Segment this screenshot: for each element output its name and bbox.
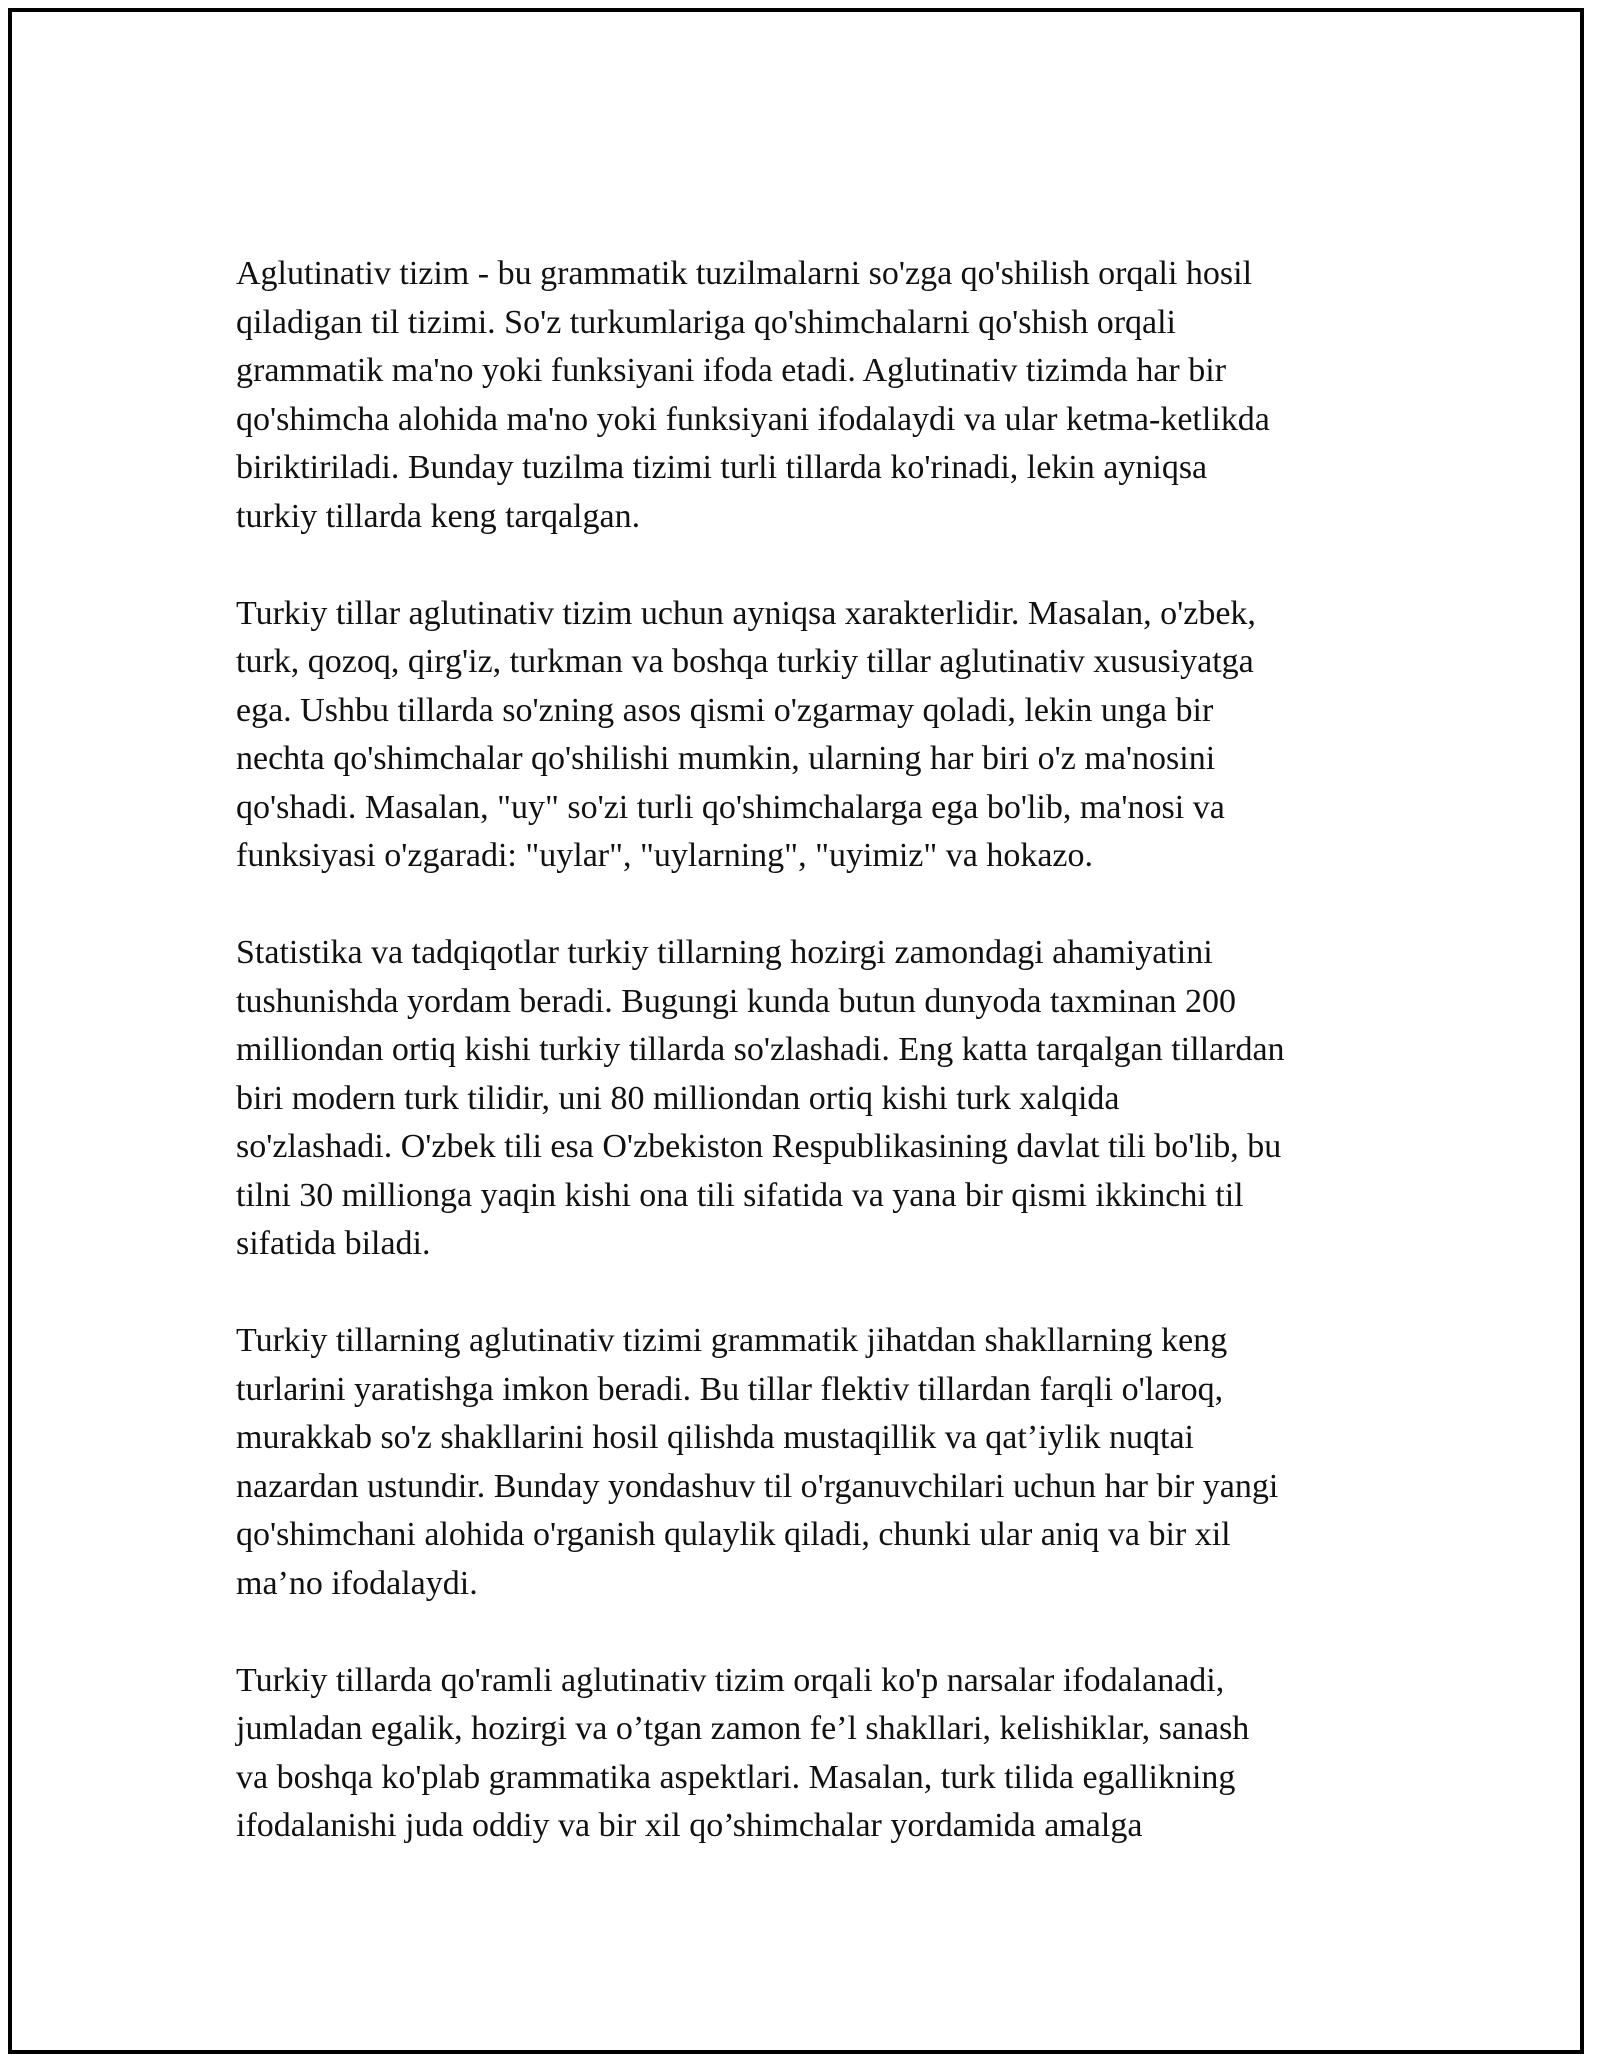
text-line: nechta qo'shimchalar qo'shilishi mumkin, ularning har biri o'z ma'nosini: [236, 740, 1216, 777]
text-line: turlarini yaratishga imkon beradi. Bu tillar flektiv tillardan farqli o'laroq,: [236, 1370, 1224, 1408]
text-line: murakkab so'z shakllarini hosil qilishda mustaqillik va qat’iylik nuqtai: [236, 1419, 1194, 1456]
text-line: qiladigan til tizimi. So'z turkumlariga qo'shimchalarni qo'shish orqali: [236, 303, 1176, 341]
text-line: funksiyasi o'zgaradi: "uylar", "uylarning", "uyimiz" va hokazo.: [236, 837, 1094, 874]
text-line: qo'shimchani alohida o'rganish qulaylik qiladi, chunki ular aniq va bir xil: [236, 1516, 1231, 1553]
text-line: milliondan ortiq kishi turkiy tillarda so'zlashadi. Eng katta tarqalgan tillardan: [236, 1031, 1285, 1068]
paragraph-4: [236, 1317, 1386, 1608]
text-line: Aglutinativ tizim - bu grammatik tuzilmalarni so'zga qo'shilish orqali hosil: [236, 255, 1253, 292]
text-line: Statistika va tadqiqotlar turkiy tillarning hozirgi zamondagi ahamiyatini: [236, 934, 1213, 971]
text-line: Turkiy tillarda qo'ramli aglutinativ tizim orqali ko'p narsalar ifodalanadi,: [236, 1661, 1225, 1699]
text-line: so'zlashadi. O'zbek tili esa O'zbekiston Respublikasining davlat tili bo'lib, bu: [236, 1128, 1282, 1165]
text-line: biriktiriladi. Bunday tuzilma tizimi turli tillarda ko'rinadi, lekin ayniqsa: [236, 449, 1208, 486]
text-line: ma’no ifodalaydi.: [236, 1564, 478, 1602]
text-line: biri modern turk tilidir, uni 80 milliondan ortiq kishi turk xalqida: [236, 1079, 1120, 1117]
text-line: sifatida biladi.: [236, 1225, 431, 1262]
document-body: [236, 250, 1386, 1851]
text-line: va boshqa ko'plab grammatika aspektlari. Masalan, turk tilida egallikning: [236, 1758, 1236, 1796]
text-line: jumladan egalik, hozirgi va o’tgan zamon fe’l shakllari, kelishiklar, sanash: [236, 1710, 1250, 1747]
paragraph-2: [236, 590, 1386, 881]
text-line: qo'shadi. Masalan, "uy" so'zi turli qo'shimchalarga ega bo'lib, ma'nosi va: [236, 788, 1225, 826]
text-line: turk, qozoq, qirg'iz, turkman va boshqa turkiy tillar aglutinativ xususiyatga: [236, 643, 1254, 680]
paragraph-1: [236, 250, 1386, 541]
paragraph-3: [236, 929, 1386, 1269]
text-line: ega. Ushbu tillarda so'zning asos qismi o'zgarmay qoladi, lekin unga bir: [236, 691, 1214, 729]
paragraph-5: [236, 1657, 1386, 1851]
text-line: ifodalanishi juda oddiy va bir xil qo’shimchalar yordamida amalga: [236, 1807, 1143, 1844]
text-line: tushunishda yordam beradi. Bugungi kunda butun dunyoda taxminan 200: [236, 982, 1237, 1020]
text-line: Turkiy tillar aglutinativ tizim uchun ayniqsa xarakterlidir. Masalan, o'zbek,: [236, 594, 1256, 632]
text-line: Turkiy tillarning aglutinativ tizimi grammatik jihatdan shakllarning keng: [236, 1322, 1228, 1359]
text-line: qo'shimcha alohida ma'no yoki funksiyani ifodalaydi va ular ketma-ketlikda: [236, 400, 1270, 438]
text-line: turkiy tillarda keng tarqalgan.: [236, 497, 641, 535]
text-line: nazardan ustundir. Bunday yondashuv til o'rganuvchilari uchun har bir yangi: [236, 1467, 1279, 1505]
text-line: tilni 30 millionga yaqin kishi ona tili sifatida va yana bir qismi ikkinchi til: [236, 1176, 1244, 1214]
text-line: grammatik ma'no yoki funksiyani ifoda etadi. Aglutinativ tizimda har bir: [236, 352, 1227, 389]
